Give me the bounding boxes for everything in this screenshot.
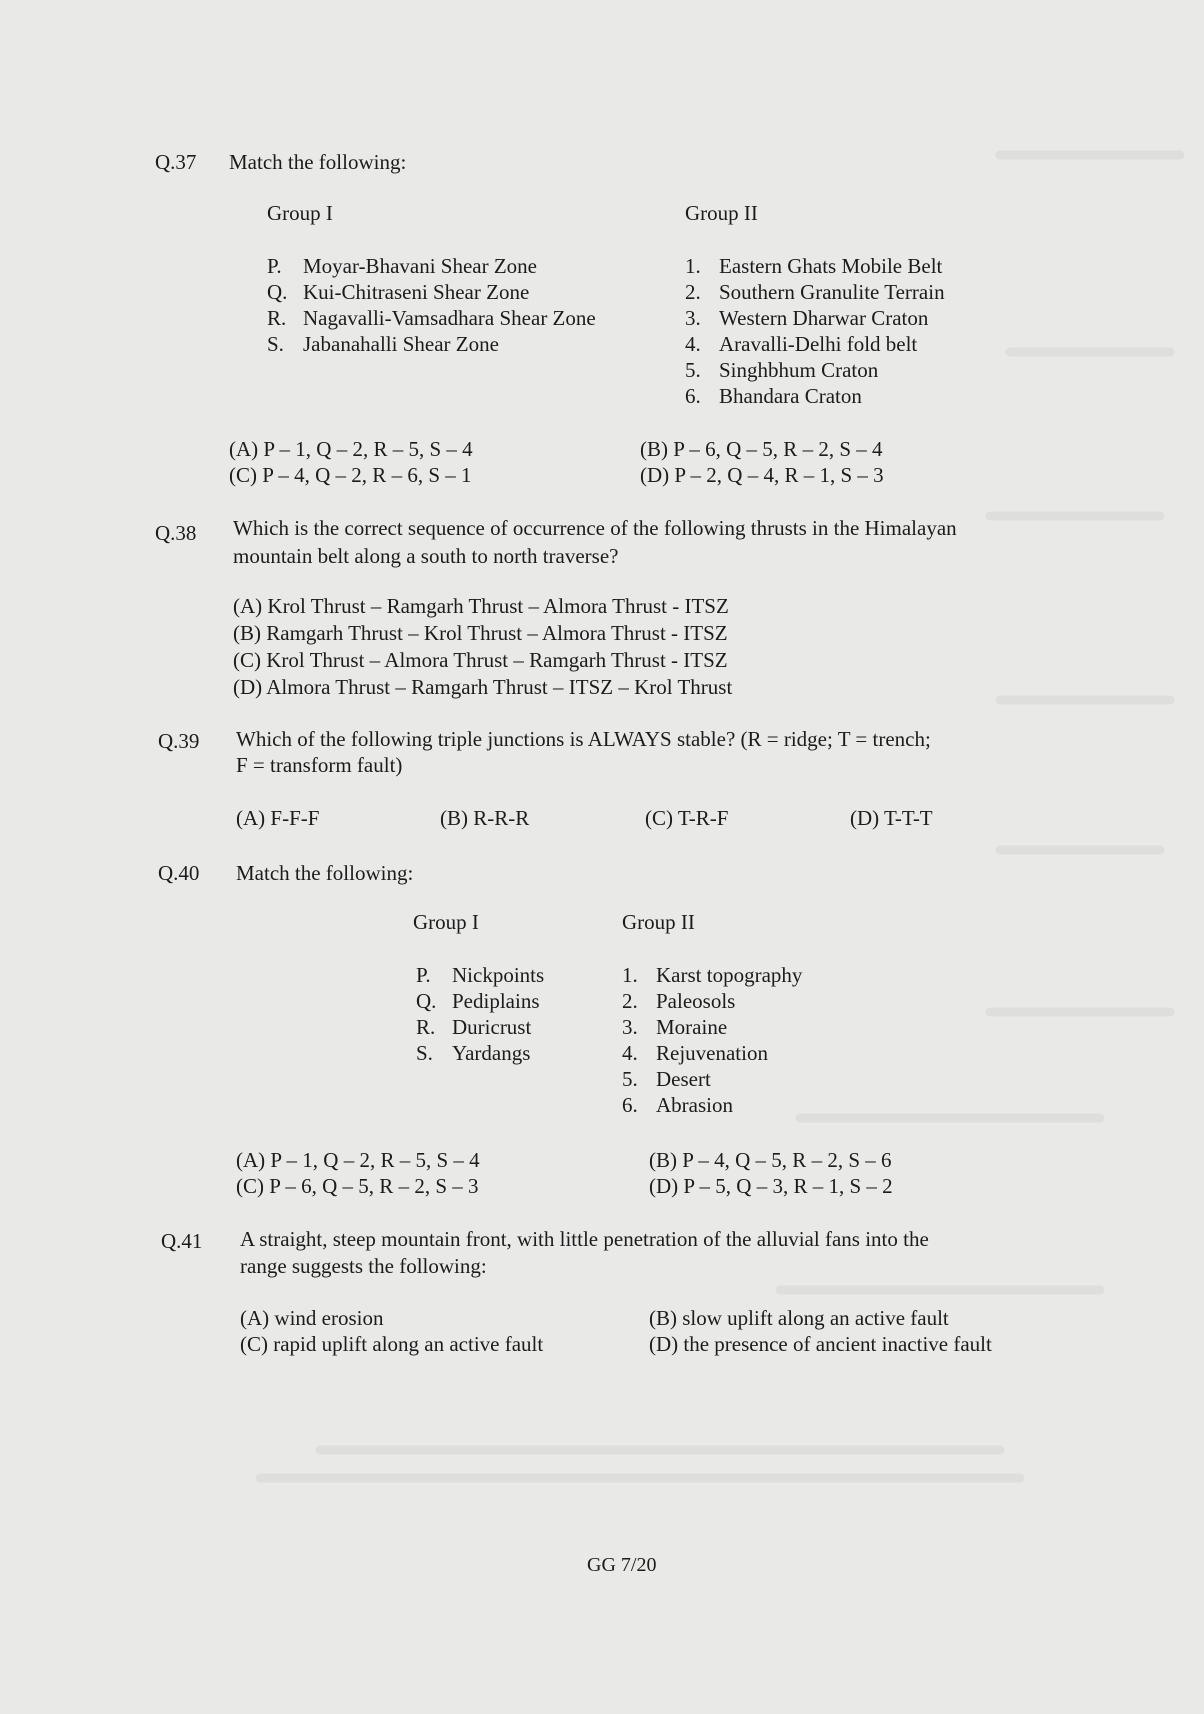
q40-group2-item: 4. Rejuvenation bbox=[622, 1041, 768, 1065]
q38-stem-line1: Which is the correct sequence of occurrence of the following thrusts in the Himalayan bbox=[233, 516, 957, 540]
q38-option-c: (C) Krol Thrust – Almora Thrust – Ramgarh Thrust - ITSZ bbox=[233, 648, 728, 672]
q40-group1-item: P. Nickpoints bbox=[416, 963, 545, 987]
q37-group2-item: 5. Singhbhum Craton bbox=[685, 358, 879, 382]
q40-group2-item: 2. Paleosols bbox=[622, 989, 736, 1013]
q40-option-d: (D) P – 5, Q – 3, R – 1, S – 2 bbox=[649, 1174, 893, 1198]
q37-option-b: (B) P – 6, Q – 5, R – 2, S – 4 bbox=[640, 437, 883, 461]
q41-stem-line2: range suggests the following: bbox=[240, 1254, 487, 1278]
q37-option-a: (A) P – 1, Q – 2, R – 5, S – 4 bbox=[229, 437, 473, 461]
q40-group2-item: 5. Desert bbox=[622, 1067, 711, 1091]
q39-stem-line2: F = transform fault) bbox=[236, 753, 403, 777]
q39-option-c: (C) T-R-F bbox=[645, 806, 729, 830]
q41-option-d: (D) the presence of ancient inactive fault bbox=[649, 1332, 992, 1356]
q41-option-b: (B) slow uplift along an active fault bbox=[649, 1306, 949, 1330]
q39-stem-line1: Which of the following triple junctions is ALWAYS stable? (R = ridge; T = trench; bbox=[236, 727, 931, 751]
q37-option-c: (C) P – 4, Q – 2, R – 6, S – 1 bbox=[229, 463, 472, 487]
q37-group2-item: 4. Aravalli-Delhi fold belt bbox=[685, 332, 918, 356]
q40-option-b: (B) P – 4, Q – 5, R – 2, S – 6 bbox=[649, 1148, 892, 1172]
q40-group1-item: S. Yardangs bbox=[416, 1041, 531, 1065]
q39-option-a: (A) F-F-F bbox=[236, 806, 320, 830]
q37-stem: Match the following: bbox=[229, 150, 407, 174]
q37-group1-item: Q. Kui-Chitraseni Shear Zone bbox=[267, 280, 530, 304]
q37-group1-item: R. Nagavalli-Vamsadhara Shear Zone bbox=[267, 306, 596, 330]
q41-option-a: (A) wind erosion bbox=[240, 1306, 384, 1330]
q37-group2-title: Group II bbox=[685, 201, 758, 225]
q37-group1-title: Group I bbox=[267, 201, 333, 225]
q40-group1-title: Group I bbox=[413, 910, 479, 934]
q40-stem: Match the following: bbox=[236, 861, 414, 885]
q37-number: Q.37 bbox=[155, 150, 197, 174]
q37-group2-item: 3. Western Dharwar Craton bbox=[685, 306, 929, 330]
q37-group2-item: 2. Southern Granulite Terrain bbox=[685, 280, 945, 304]
q39-number: Q.39 bbox=[158, 729, 200, 753]
q40-number: Q.40 bbox=[158, 861, 200, 885]
page-footer: GG 7/20 bbox=[587, 1554, 657, 1576]
q41-number: Q.41 bbox=[161, 1229, 203, 1253]
q38-number: Q.38 bbox=[155, 521, 197, 545]
q37-group2-item: 1. Eastern Ghats Mobile Belt bbox=[685, 254, 943, 278]
q38-option-a: (A) Krol Thrust – Ramgarh Thrust – Almora Thrust - ITSZ bbox=[233, 594, 729, 618]
q41-option-c: (C) rapid uplift along an active fault bbox=[240, 1332, 544, 1356]
q40-group2-item: 6. Abrasion bbox=[622, 1093, 733, 1117]
q38-stem-line2: mountain belt along a south to north traverse? bbox=[233, 544, 619, 568]
q37-group1-item: S. Jabanahalli Shear Zone bbox=[267, 332, 499, 356]
q39-option-b: (B) R-R-R bbox=[440, 806, 530, 830]
q40-group1-item: Q. Pediplains bbox=[416, 989, 540, 1013]
q40-group1-item: R. Duricrust bbox=[416, 1015, 532, 1039]
q40-group2-title: Group II bbox=[622, 910, 695, 934]
q40-group2-item: 1. Karst topography bbox=[622, 963, 803, 987]
q39-option-d: (D) T-T-T bbox=[850, 806, 933, 830]
q41-stem-line1: A straight, steep mountain front, with little penetration of the alluvial fans into the bbox=[240, 1227, 929, 1251]
q38-option-b: (B) Ramgarh Thrust – Krol Thrust – Almora Thrust - ITSZ bbox=[233, 621, 728, 645]
q38-option-d: (D) Almora Thrust – Ramgarh Thrust – ITSZ – Krol Thrust bbox=[233, 675, 733, 699]
q37-group1-item: P. Moyar-Bhavani Shear Zone bbox=[267, 254, 538, 278]
q37-group2-item: 6. Bhandara Craton bbox=[685, 384, 862, 408]
q40-option-c: (C) P – 6, Q – 5, R – 2, S – 3 bbox=[236, 1174, 479, 1198]
q37-option-d: (D) P – 2, Q – 4, R – 1, S – 3 bbox=[640, 463, 884, 487]
q40-group2-item: 3. Moraine bbox=[622, 1015, 728, 1039]
q40-option-a: (A) P – 1, Q – 2, R – 5, S – 4 bbox=[236, 1148, 480, 1172]
